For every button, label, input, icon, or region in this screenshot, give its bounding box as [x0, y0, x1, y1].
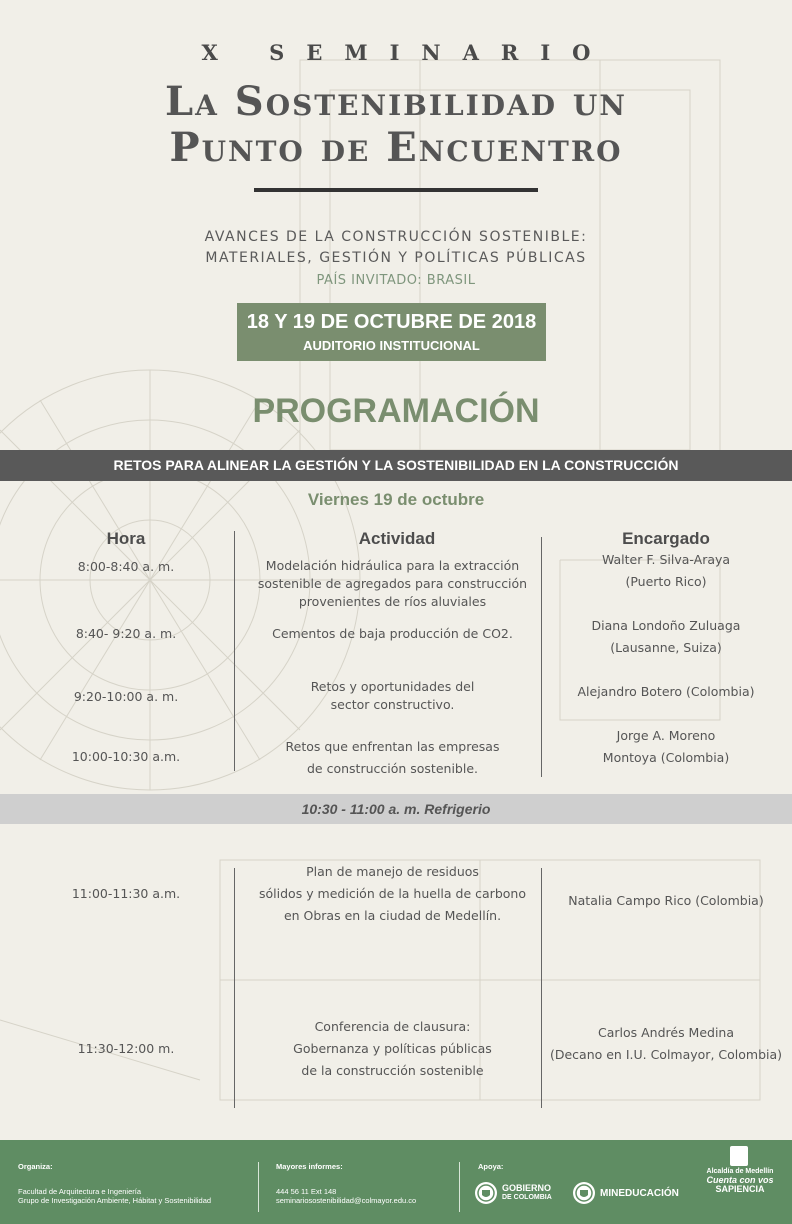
- row-4-encargado: [545, 725, 787, 769]
- row-4-encargado-name: Jorge A. Moreno: [616, 728, 716, 743]
- row-5-actividad-line: en Obras en la ciudad de Medellín.: [283, 908, 502, 923]
- column-header-actividad: Actividad: [358, 529, 436, 548]
- subtitle-line-2: MATERIALES, GESTIÓN Y POLÍTICAS PÚBLICAS: [205, 250, 587, 266]
- footer-separator: [258, 1162, 259, 1212]
- column-separator: [234, 868, 235, 1108]
- subtitle-line-1: AVANCES DE LA CONSTRUCCIÓN SOSTENIBLE:: [204, 229, 588, 245]
- row-6-encargado-place: (Decano en I.U. Colmayor, Colombia): [549, 1047, 783, 1062]
- row-3-actividad-line: Retos y oportunidades del: [310, 679, 475, 694]
- logo-gobierno-line: DE COLOMBIA: [502, 1194, 552, 1201]
- logo-alcaldia-line: Cuenta con vos: [706, 1175, 774, 1185]
- column-header-encargado: Encargado: [622, 529, 710, 548]
- row-2-actividad: Cementos de baja producción de CO2.: [272, 626, 513, 641]
- row-6-actividad-line: de la construcción sostenible: [301, 1063, 484, 1078]
- event-dates: 18 Y 19 DE OCTUBRE DE 2018: [246, 311, 537, 333]
- seminar-kicker: X SEMINARIO: [201, 40, 613, 65]
- row-2-hora: 8:40- 9:20 a. m.: [75, 626, 177, 641]
- break-band: 10:30 - 11:00 a. m. Refrigerio: [0, 794, 792, 824]
- row-5-encargado-name: Natalia Campo Rico (Colombia): [568, 893, 764, 908]
- row-1-actividad: Modelación hidráulica para la extracción sostenible de agregados para construcción provenientes de ríos aluviales: [257, 558, 528, 609]
- row-6-hora: 11:30-12:00 m.: [77, 1041, 175, 1056]
- title-line-2: Punto de Encuentro: [169, 124, 623, 171]
- row-5-actividad: [245, 861, 540, 927]
- row-5-actividad-line: Plan de manejo de residuos: [306, 864, 479, 879]
- column-header-hora: Hora: [106, 529, 146, 548]
- row-3-actividad-line: sector constructivo.: [330, 697, 455, 712]
- footer-separator: [459, 1162, 460, 1212]
- row-2-encargado-place: (Lausanne, Suiza): [610, 640, 722, 655]
- title-line-1: La Sostenibilidad un: [165, 78, 627, 125]
- program-day: Viernes 19 de octubre: [307, 490, 485, 509]
- contact-email[interactable]: seminariosostenibilidad@colmayor.edu.co: [276, 1196, 417, 1205]
- program-theme-band: RETOS PARA ALINEAR LA GESTIÓN Y LA SOSTENIBILIDAD EN LA CONSTRUCCIÓN: [0, 450, 792, 481]
- row-6-actividad-line: Conferencia de clausura:: [314, 1019, 471, 1034]
- logo-gobierno: [502, 1184, 552, 1202]
- event-date-box: [237, 303, 546, 361]
- row-1-encargado: [545, 549, 787, 593]
- row-5-hora: 11:00-11:30 a.m.: [71, 886, 181, 901]
- row-5-actividad-line: sólidos y medición de la huella de carbono: [259, 886, 526, 901]
- row-4-actividad-line: de construcción sostenible.: [306, 761, 478, 776]
- column-separator: [541, 537, 542, 777]
- row-5-encargado: [545, 890, 787, 912]
- logo-alcaldia-line: Alcaldía de Medellín: [706, 1168, 774, 1175]
- logo-gobierno-line: GOBIERNO: [502, 1183, 552, 1193]
- row-4-encargado-place: Montoya (Colombia): [602, 750, 730, 765]
- row-3-encargado: [545, 681, 787, 703]
- row-4-actividad-line: Retos que enfrentan las empresas: [285, 739, 500, 754]
- logo-mineducacion: MINEDUCACIÓN: [600, 1188, 679, 1199]
- event-venue: AUDITORIO INSTITUCIONAL: [303, 338, 480, 353]
- row-6-actividad-line: Gobernanza y políticas públicas: [293, 1041, 492, 1056]
- row-6-encargado: [545, 1022, 787, 1066]
- logo-alcaldia: [697, 1167, 783, 1194]
- alcaldia-shield-icon: [730, 1146, 748, 1166]
- column-separator: [541, 868, 542, 1108]
- row-4-hora: 10:00-10:30 a.m.: [71, 749, 181, 764]
- mineducacion-shield-icon: [573, 1182, 595, 1204]
- program-heading: PROGRAMACIÓN: [252, 392, 540, 430]
- column-separator: [234, 531, 235, 771]
- row-2-encargado-name: Diana Londoño Zuluaga: [591, 618, 741, 633]
- organiza-label: Organiza:: [18, 1162, 53, 1171]
- row-6-encargado-name: Carlos Andrés Medina: [597, 1025, 735, 1040]
- row-2-encargado: [545, 615, 787, 659]
- row-3-encargado-name: Alejandro Botero (Colombia): [577, 684, 755, 699]
- row-1-encargado-name: Walter F. Silva-Araya: [601, 552, 731, 567]
- row-3-actividad: [245, 678, 540, 714]
- organiza-line-2: Grupo de Investigación Ambiente, Hábitat y Sostenibilidad: [18, 1196, 212, 1205]
- contact-phone: 444 56 11 Ext 148: [276, 1187, 337, 1196]
- guest-country: PAÍS INVITADO: BRASIL: [316, 273, 476, 288]
- row-1-hora: 8:00-8:40 a. m.: [77, 559, 175, 574]
- informes-label: Mayores informes:: [276, 1162, 343, 1171]
- row-3-hora: 9:20-10:00 a. m.: [73, 689, 179, 704]
- title-divider: [254, 188, 538, 192]
- footer-bar: [0, 1140, 792, 1224]
- organiza-line-1: Facultad de Arquitectura e Ingeniería: [18, 1187, 141, 1196]
- row-1-encargado-place: (Puerto Rico): [625, 574, 707, 589]
- logo-sapiencia: SAPIENCIA: [715, 1184, 765, 1194]
- apoya-label: Apoya:: [478, 1162, 504, 1171]
- row-4-actividad: [245, 736, 540, 780]
- colombia-shield-icon: [475, 1182, 497, 1204]
- row-6-actividad: [245, 1016, 540, 1082]
